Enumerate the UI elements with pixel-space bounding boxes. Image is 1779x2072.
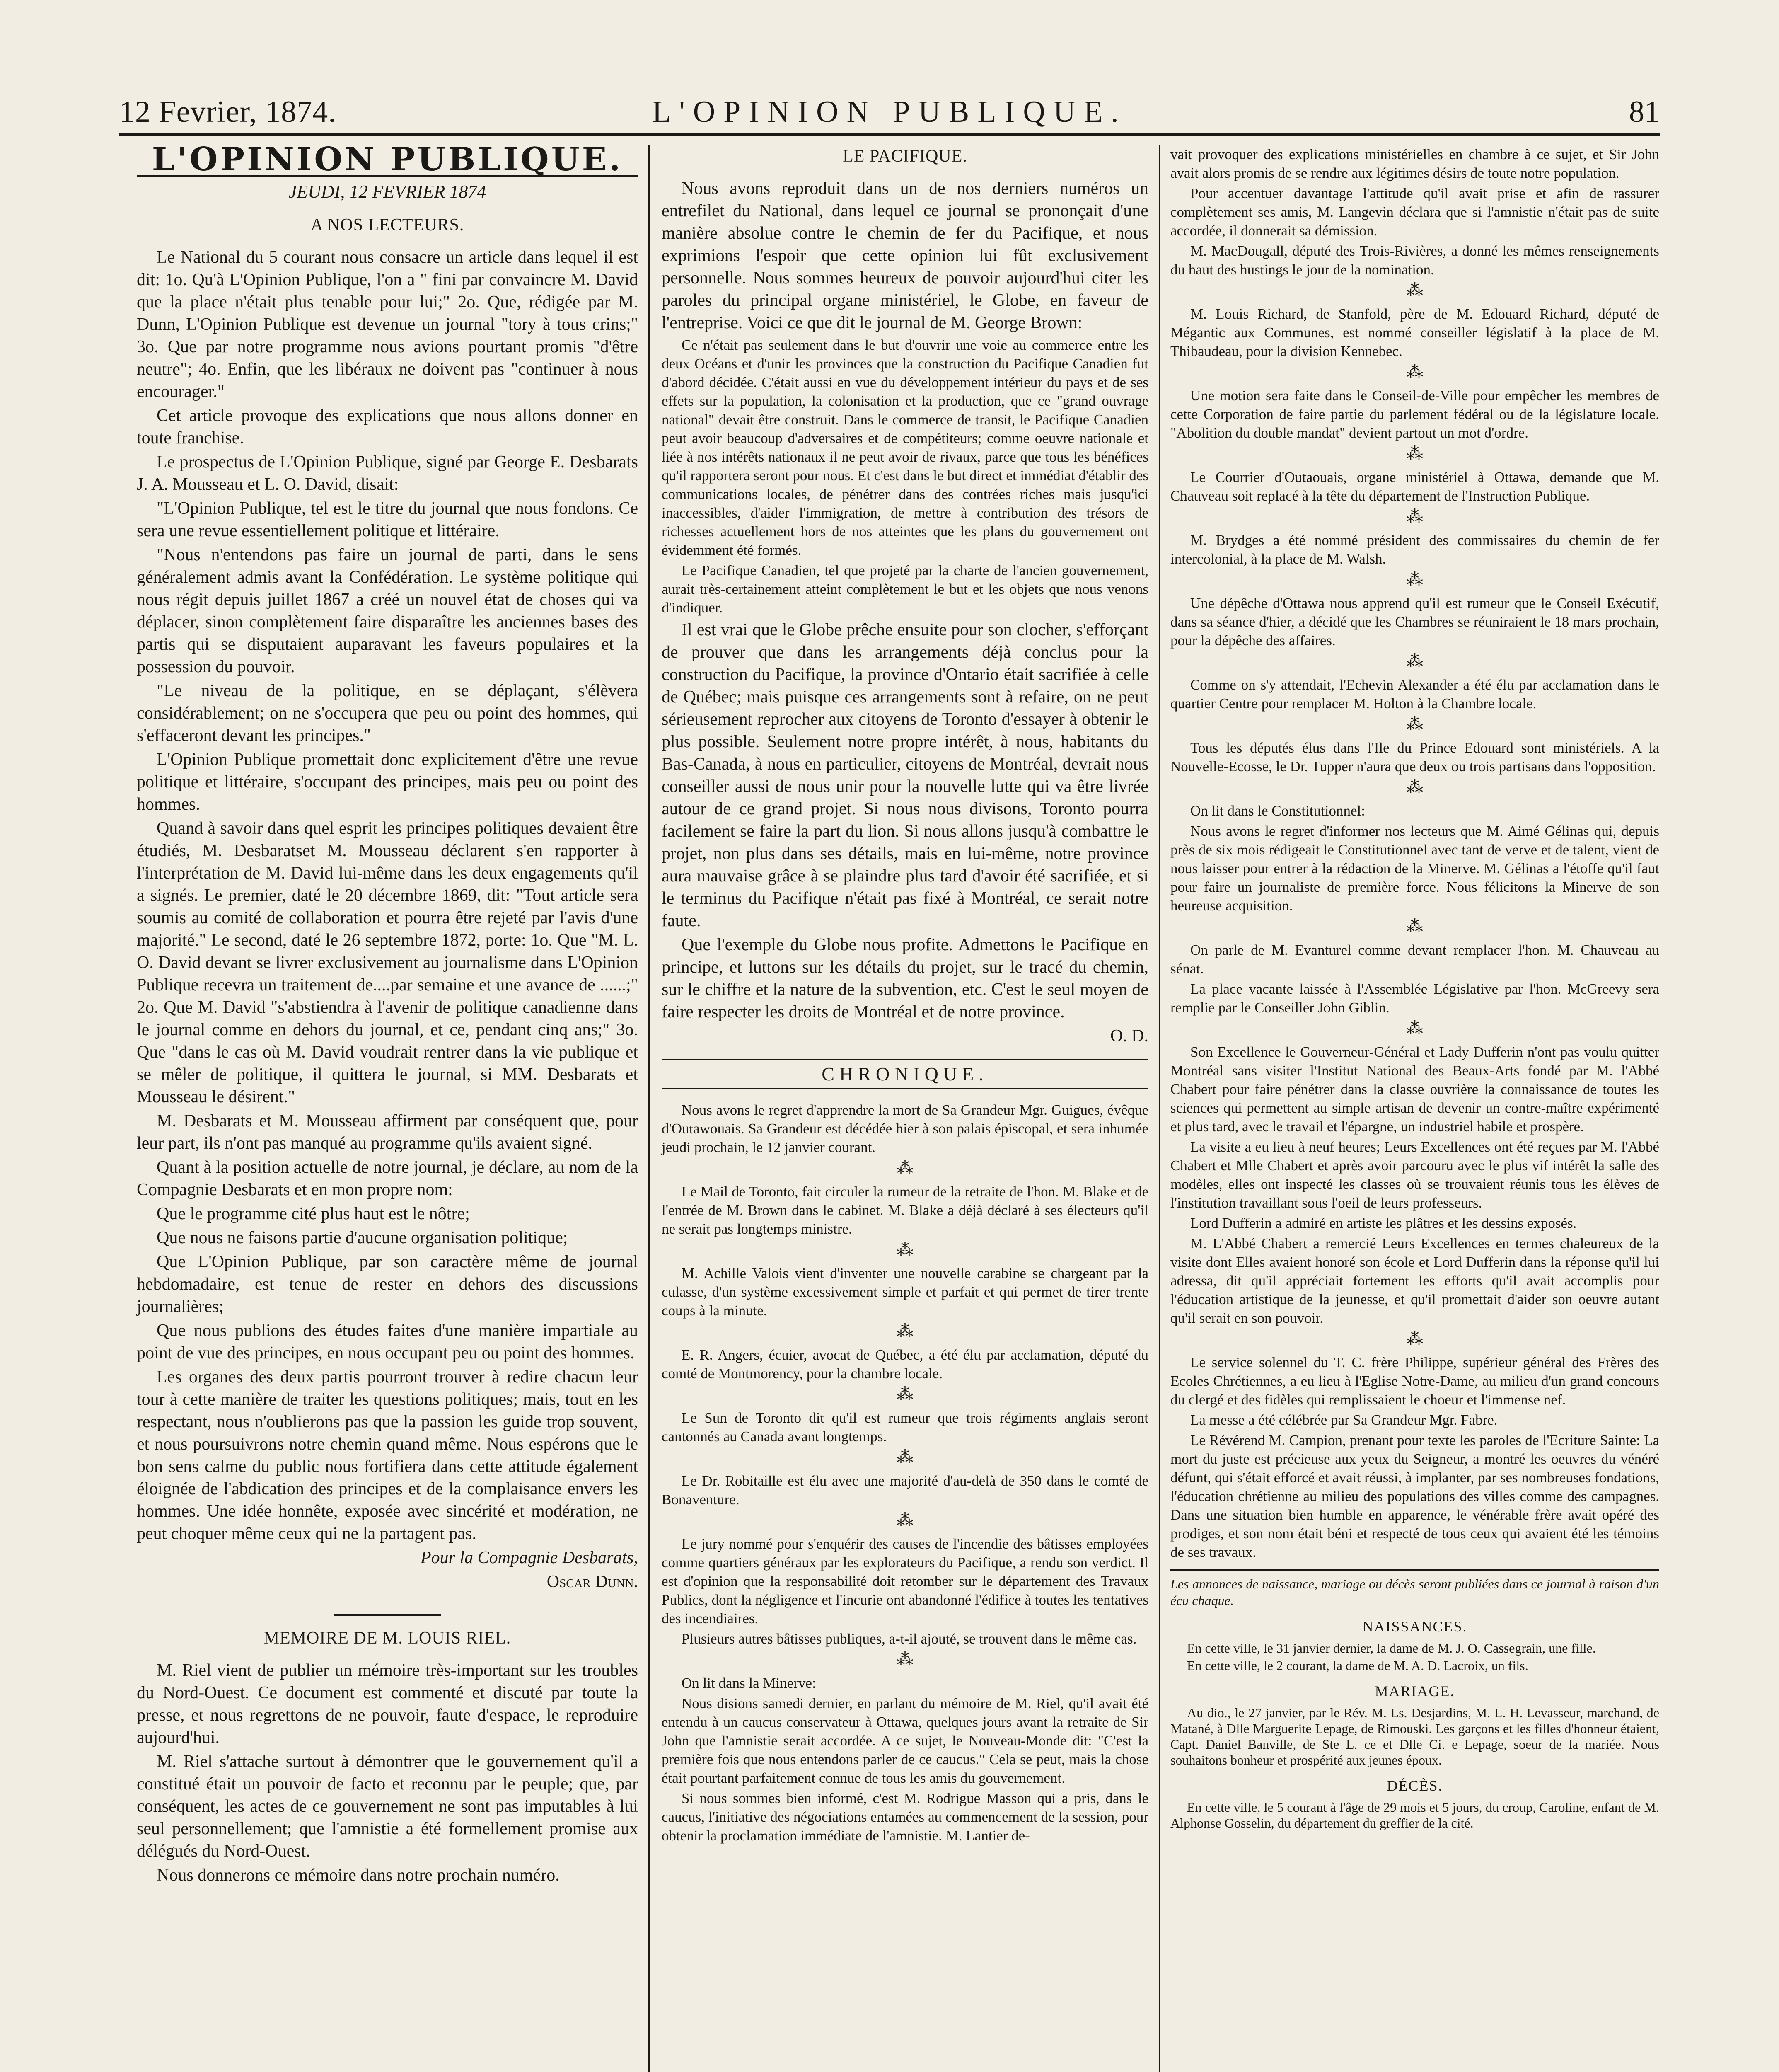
asterism-separator: ⁂ [897,1448,914,1467]
news-item: On lit dans la Minerve: [682,1675,816,1691]
asterism-separator: ⁂ [1407,570,1423,589]
asterism-separator: ⁂ [897,1322,914,1341]
death-announcement: En cette ville, le 5 courant à l'âge de 29 mois et 5 jours, du croup, Caroline, enfant de M. Alphonse Gosselin, du département du greffier de la cité. [1170,1800,1659,1830]
asterism-separator: ⁂ [1407,444,1423,463]
marriage-announcement: Au dio., le 27 janvier, par le Rév. M. Ls. Desjardins, M. L. H. Levasseur, marchand, de Matané, à Dlle Marguerite Lepage, de Rimouski. Les garçons et les filles d'honneur étaient, Capt. Daniel Banville, de Ste L. ce et Dlle Ci. e Lepage, soeur de la mariée. Nous souhaitons bonheur et prospérité aux jeunes époux. [1170,1705,1659,1767]
news-item: Le jury nommé pour s'enquérir des causes de l'incendie des bâtisses employées comme quartiers généraux par les explorateurs du Pacifique, a rendu son verdict. Il est d'opinion que la responsabilité doit retomber sur le département des Travaux Publics, dont la négligence et l'incurie ont abandonné l'édifice à toutes les tentatives des incendiaires. [662,1536,1148,1627]
paragraph: Que nous ne faisons partie d'aucune organisation politique; [157,1228,568,1247]
paragraph: Quand à savoir dans quel esprit les principes politiques devaient être étudiés, M. Desbaratset M. Mousseau déclarent s'en rapporter à l'interprétation de M. David lui-même dans les deux engagements qu'il a signés. Le premier, daté le 20 décembre 1869, dit: "Tout article sera soumis au comité de collaboration et pourra être rejeté par l'avis d'une majorité." Le second, daté le 26 septembre 1872, porte: 1o. Que "M. L. O. David devant se livrer exclusivement au journalisme dans L'Opinion Publique recevra un traitement de....par semaine et une avance de ......;" 2o. Que M. David "s'abstiendra à l'avenir de politique canadienne dans le journal comme en dehors du journal, et ce, pendant cinq ans;" 3o. Que "dans le cas où M. David voudrait rentrer dans la vie publique et se mêler de politique, il quittera le journal, si MM. Desbarats et Mousseau le désirent." [137,819,638,1106]
heading-memoire-riel: MEMOIRE DE M. LOUIS RIEL. [263,1629,511,1648]
news-item: La place vacante laissée à l'Assemblée Législative par l'hon. McGreevy sera remplie par le Conseiller John Giblin. [1170,981,1659,1016]
paragraph: Nous avons reproduit dans un de nos derniers numéros un entrefilet du National, dans lequel ce journal se prononçait d'une manière absolue contre le chemin de fer du Pacifique, et nous exprimions l'espoir que cette opinion lui fût exclusivement personnelle. Nous sommes heureux de pouvoir aujourd'hui citer les paroles du principal organe ministériel, le Globe, en faveur de l'entreprise. Voici ce que dit le journal de M. George Brown: [662,179,1148,332]
news-item: M. Louis Richard, de Stanfold, père de M. Edouard Richard, député de Mégantic aux Communes, est nommé conseiller législatif à la place de M. Thibaudeau, pour la division Kennebec. [1170,306,1659,359]
paragraph: "L'Opinion Publique, tel est le titre du journal que nous fondons. Ce sera une revue essentiellement politique et littéraire. [137,499,638,540]
news-item: Pour accentuer davantage l'attitude qu'il avait prise et afin de rassurer complètement ses amis, M. Langevin déclara que si l'amnistie n'était pas de suite accordée, il donnerait sa démission. [1170,185,1659,239]
news-item: Le Courrier d'Outaouais, organe ministériel à Ottawa, demande que M. Chauveau soit replacé à la tête du département de l'Instruction Publique. [1170,469,1659,504]
news-item: Nous disions samedi dernier, en parlant du mémoire de M. Riel, qu'il avait été entendu à un caucus conservateur à Ottawa, quelques jours avant la retraite de Sir John que l'amnistie serait accordée. A ce sujet, le Nouveau-Monde dit: "C'est la première fois que nous entendons parler de ce caucus." Cela se peut, mais la chose était pourtant parfaitement connue de tous les amis du gouvernement. [662,1695,1148,1786]
news-item: Plusieurs autres bâtisses publiques, a-t-il ajouté, se trouvent dans le même cas. [682,1631,1137,1647]
paragraph: Nous donnerons ce mémoire dans notre prochain numéro. [157,1866,560,1885]
paragraph: Il est vrai que le Globe prêche ensuite pour son clocher, s'efforçant de prouver que dans les arrangements déjà conclus pour la construction du Pacifique, la province d'Ontario était sacrifiée à celle de Québec; mais puisque ces arrangements sont à refaire, on ne peut sérieusement reprocher aux citoyens de Toronto d'essayer à obtenir le plus possible. Seulement notre propre intérêt, à nous, habitants du Bas-Canada, à nous en particulier, citoyens de Montréal, devrait nous conseiller aussi de nous unir pour la nouvelle lutte qui va être livrée autour de ce grand projet. Si nous nous divisons, Toronto pourra facilement se faire la part du lion. Si nous allons jusqu'à combattre le projet, non plus dans ses détails, mais en lui-même, notre province aura mauvaise grâce à se plaindre plus tard d'avoir été sacrifiée, et si le terminus du Pacifique n'était pas fixé à Montréal, ce serait notre faute. [662,620,1148,930]
quoted-paragraph: Le Pacifique Canadien, tel que projeté par la charte de l'ancien gouvernement, aurait très-certainement atteint complètement le but et les objets que nous venons d'indiquer. [662,562,1148,616]
news-item: Lord Dufferin a admiré en artiste les plâtres et les dessins exposés. [1190,1215,1577,1231]
news-item: Si nous sommes bien informé, c'est M. Rodrigue Masson qui a pris, dans le caucus, l'initiative des négociations entamées au commencement de la session, pour obtenir la proclamation immédiate de l'amnistie. M. Lantier de- [662,1790,1148,1844]
asterism-separator: ⁂ [897,1650,914,1669]
asterism-separator: ⁂ [897,1385,914,1404]
news-item: Tous les députés élus dans l'Ile du Prince Edouard sont ministériels. A la Nouvelle-Ecosse, le Dr. Tupper n'aura que deux ou trois partisans dans l'opposition. [1170,740,1659,775]
news-item: M. MacDougall, député des Trois-Rivières, a donné les mêmes renseignements du haut des hustings le jour de la nomination. [1170,243,1659,278]
news-item: Le Dr. Robitaille est élu avec une majorité d'au-delà de 350 dans le comté de Bonaventure. [662,1473,1148,1508]
quoted-paragraph: Ce n'était pas seulement dans le but d'ouvrir une voie au commerce entre les deux Océans et d'unir les provinces que la construction du Pacifique Canadien fut d'abord décidée. C'était aussi en vue du développement intérieur du pays et de ses effets sur la population, la colonisation et la production, que ce "grand ouvrage national" devait être construit. Dans le commerce de transit, le Pacifique Canadien peut avoir beaucoup d'adversaires et de compétiteurs; comme oeuvre nationale et liée à nos intérêts nationaux il ne peut avoir de rivaux, parce que tous les bénéfices qu'il rapportera seront pour nous. Et c'est dans le but direct et immédiat d'établir des communications locales, de pénétrer dans des contrées riches mais jusqu'ici inaccessibles, d'aider l'immigration, de mettre à contribution des trésors de richesses actuellement hors de nos atteintes que les plans du gouvernement ont évidemment été formés. [662,337,1148,558]
column-right [1170,145,1659,1832]
asterism-separator: ⁂ [1407,281,1423,300]
news-item: La messe a été célébrée par Sa Grandeur Mgr. Fabre. [1190,1412,1498,1428]
heading-deces: DÉCÈS. [1387,1777,1443,1794]
asterism-separator: ⁂ [1407,363,1423,381]
news-item: Son Excellence le Gouverneur-Général et Lady Dufferin n'ont pas voulu quitter Montréal sans visiter l'Institut National des Beaux-Arts fondé par M. l'Abbé Chabert pour faire pénétrer dans la classe ouvrière la connaissance de toutes les sciences qui permettent au simple artisan de devenir un contre-maître expérimenté et plus tard, avec le travail et l'épargne, un industriel habile et prospère. [1170,1044,1659,1135]
news-item: M. Brydges a été nommé président des commissaires du chemin de fer intercolonial, à la place de M. Walsh. [1170,532,1659,567]
heading-a-nos-lecteurs: A NOS LECTEURS. [310,215,464,235]
paragraph: Que L'Opinion Publique, par son caractère même de journal hebdomadaire, est tenue de rester en dehors des discussions journalières; [137,1252,638,1316]
paragraph: Quant à la position actuelle de notre journal, je déclare, au nom de la Compagnie Desbarats et en mon propre nom: [137,1158,638,1199]
paragraph: "Le niveau de la politique, en se déplaçant, s'élèvera considérablement; on ne s'occupera que peu ou point des hommes, qui s'effaceront devant les principes." [137,681,638,745]
news-item: M. Achille Valois vient d'inventer une nouvelle carabine se chargeant par la culasse, d'un système excessivement simple et parfait et qui permet de tirer trente coups à la minute. [662,1265,1148,1319]
paragraph: Que le programme cité plus haut est le nôtre; [157,1204,470,1223]
asterism-separator: ⁂ [897,1511,914,1530]
dateline: JEUDI, 12 FEVRIER 1874 [137,175,638,203]
asterism-separator: ⁂ [1407,1019,1423,1038]
asterism-separator: ⁂ [1407,1329,1423,1348]
asterism-separator: ⁂ [1407,917,1423,936]
news-item: vait provoquer des explications ministérielles en chambre à ce sujet, et Sir John avait alors promis de se rendre aux légitimes désirs de toute notre population. [1170,146,1659,181]
heading-naissances: NAISSANCES. [1362,1618,1467,1635]
news-item: Une motion sera faite dans le Conseil-de-Ville pour empêcher les membres de cette Corporation de faire partie du parlement fédéral ou de la législature locale. "Abolition du double mandat" devient partout un mot d'ordre. [1170,387,1659,441]
paragraph: M. Riel s'attache surtout à démontrer que le gouvernement qu'il a constitué était un pouvoir de facto et reconnu par le peuple; que, par conséquent, les actes de ce gouvernement ne sont pas imputables à lui seul personnellement; que l'amnistie a été formellement promise aux délégués du Nord-Ouest. [137,1752,638,1861]
signature-line [137,1547,638,1569]
news-item: M. L'Abbé Chabert a remercié Leurs Excellences en termes chaleureux de la visite dont Elles avaient honoré son école et Lord Dufferin dans la réponse qu'il lui adressa, dit qu'il appréciait fortement les efforts qu'il avait accomplis pour l'éducation artistique de la jeunesse, et qu'il promettait d'aider son oeuvre autant qu'il serait en son pouvoir. [1170,1235,1659,1326]
news-item: On lit dans le Constitutionnel: [1190,803,1365,819]
paragraph: Cet article provoque des explications que nous allons donner en toute franchise. [137,406,638,448]
heading-mariage: MARIAGE. [1375,1683,1455,1699]
asterism-separator: ⁂ [1407,778,1423,796]
news-item: Le service solennel du T. C. frère Philippe, supérieur général des Frères des Ecoles Chrétiennes, a eu lieu à l'Eglise Notre-Dame, au milieu d'un grand concours du clergé et des fidèles qui remplissaient le choeur et l'immense nef. [1170,1354,1659,1408]
asterism-separator: ⁂ [1407,715,1423,733]
masthead: L'OPINION PUBLIQUE. [152,140,623,178]
header-rule [119,133,1660,136]
news-item: E. R. Angers, écuier, avocat de Québec, a été élu par acclamation, député du comté de Montmorency, pour la chambre locale. [662,1347,1148,1382]
column-left [137,140,638,1888]
asterism-separator: ⁂ [897,1159,914,1177]
paragraph: L'Opinion Publique promettait donc explicitement d'être une revue politique et littéraire, s'occupant des principes, mais peu ou point des hommes. [137,750,638,814]
column-middle [662,145,1148,1847]
news-item: Le Mail de Toronto, fait circuler la rumeur de la retraite de l'hon. M. Blake et de l'entrée de M. Brown dans le cabinet. M. Blake a déjà déclaré à ses électeurs qu'il ne serait pas longtemps ministre. [662,1184,1148,1237]
header-date: 12 Fevrier, 1874. [119,95,336,129]
paragraph: Le National du 5 courant nous consacre un article dans lequel il est dit: 1o. Qu'à L'Opinion Publique, l'on a " fini par convaincre M. David que la place n'était plus tenable pour lui;" 2o. Que, rédigée par M. Dunn, L'Opinion Publique est devenue un journal "tory à tous crins;" 3o. Que par notre programme nous avions pourtant promis "d'être neutre"; 4o. Enfin, que les libéraux ne doivent pas "continuer à nous encourager." [137,248,638,401]
signature-name: Oscar Dunn. [546,1572,638,1591]
paragraph: M. Riel vient de publier un mémoire très-important sur les troubles du Nord-Ouest. Ce document est commenté et discuté par toute la presse, et nous regrettons de ne pouvoir, faute d'espace, le reproduire aujourd'hui. [137,1661,638,1747]
paragraph: Le prospectus de L'Opinion Publique, signé par George E. Desbarats J. A. Mousseau et L. O. David, disait: [137,453,638,494]
signature-initials: O. D. [1110,1026,1148,1046]
signature-company: Pour la Compagnie Desbarats, [421,1548,638,1567]
paragraph: Que l'exemple du Globe nous profite. Admettons le Pacifique en principe, et luttons sur les détails du projet, sur le tracé du chemin, sur le chiffre et la nature de la subvention, etc. C'est le seul moyen de faire respecter les droits de Montréal et de notre province. [662,935,1148,1021]
birth-announcement: En cette ville, le 2 courant, la dame de M. A. D. Lacroix, un fils. [1187,1658,1528,1673]
asterism-separator: ⁂ [1407,652,1423,670]
page-header [119,94,1660,133]
section-rule [334,1614,441,1616]
news-item: Comme on s'y attendait, l'Echevin Alexander a été élu par acclamation dans le quartier Centre pour remplacer M. Holton à la Chambre locale. [1170,677,1659,712]
paragraph: Que nous publions des études faites d'une manière impartiale au point de vue des principes, en nous occupant peu ou point des hommes. [137,1321,638,1363]
news-item: Le Révérend M. Campion, prenant pour texte les paroles de l'Ecriture Sainte: La mort du juste est précieuse aux yeux du Seigneur, a montré les oeuvres du vénéré défunt, qui s'était efforcé et avait réussi, à implanter, par ses nombreuses fondations, l'éducation chrétienne au milieu des populations des villes comme des campagnes. Dans une situation bien humble en apparence, le vénérable frère avait opéré des prodiges, et son nom était béni et respecté de tous ceux qui avaient été les témoins de ses travaux. [1170,1432,1659,1560]
news-item: La visite a eu lieu à neuf heures; Leurs Excellences ont été reçues par M. l'Abbé Chabert et Mlle Chabert et après avoir parcouru avec le plus vif intérêt la salle des modèles, elles ont inspecté les classes où se trouvaient réunis tous les élèves de l'institution travaillant sous l'oeil de leurs professeurs. [1170,1139,1659,1211]
paragraph: "Nous n'entendons pas faire un journal de parti, dans le sens généralement admis avant la Confédération. Le système politique qui nous régit depuis juillet 1867 a créé un nouvel état de choses qui va déplacer, sinon complètement faire disparaître les anciennes bases des partis qui se disputaient auparavant les faveurs populaires et la possession du pouvoir. [137,545,638,676]
news-item: Nous avons le regret d'apprendre la mort de Sa Grandeur Mgr. Guigues, évêque d'Outawouais. Sa Grandeur est décédée hier à son palais épiscopal, et sera inhumée jeudi prochain, le 12 janvier courant. [662,1102,1148,1155]
asterism-separator: ⁂ [897,1240,914,1259]
news-item: Nous avons le regret d'informer nos lecteurs que M. Aimé Gélinas qui, depuis près de six mois rédigeait le Constitutionnel avec tant de verve et de talent, vient de nous laisser pour entrer à la rédaction de la Minerve. M. Gélinas a l'étoffe qu'il faut pour faire un journaliste de première force. Nous félicitons la Minerve de son heureuse acquisition. [1170,823,1659,914]
birth-announcement: En cette ville, le 31 janvier dernier, la dame de M. J. O. Cassegrain, une fille. [1187,1641,1596,1656]
page-number: 81 [1629,95,1660,129]
heading-chronique: CHRONIQUE. [662,1059,1148,1089]
paragraph: Les organes des deux partis pourront trouver à redire chacun leur tour à cette manière de traiter les questions politiques; mais, tout en les respectant, nous n'oublierons pas que la passion les guide trop souvent, et nous poursuivrons notre chemin quand même. Nous espérons que le bon sens calme du public nous fortifiera dans cette attitude également éloignée de l'abdication des principes et de la complaisance envers les hommes. Une idée honnête, exposée avec sincérité et modération, ne peut choquer même ceux qui ne la partagent pas. [137,1368,638,1543]
announcement-notice: Les annonces de naissance, mariage ou décès seront publiées dans ce journal à raison d'un écu chaque. [1170,1569,1659,1609]
header-title: L'OPINION PUBLIQUE. [652,95,1127,129]
asterism-separator: ⁂ [1407,507,1423,526]
column-divider-2 [1159,145,1160,2072]
heading-le-pacifique: LE PACIFIQUE. [843,147,967,166]
news-item: On parle de M. Evanturel comme devant remplacer l'hon. M. Chauveau au sénat. [1170,942,1659,977]
news-item: Le Sun de Toronto dit qu'il est rumeur que trois régiments anglais seront cantonnés au Canada avant longtemps. [662,1410,1148,1445]
paragraph: M. Desbarats et M. Mousseau affirment par conséquent que, pour leur part, ils n'ont pas manqué au programme qu'ils avaient signé. [137,1111,638,1153]
column-divider-1 [648,145,650,2072]
news-item: Une dépêche d'Ottawa nous apprend qu'il est rumeur que le Conseil Exécutif, dans sa séance d'hier, a décidé que les Chambres se réuniraient le 18 mars prochain, pour la dépêche des affaires. [1170,595,1659,649]
